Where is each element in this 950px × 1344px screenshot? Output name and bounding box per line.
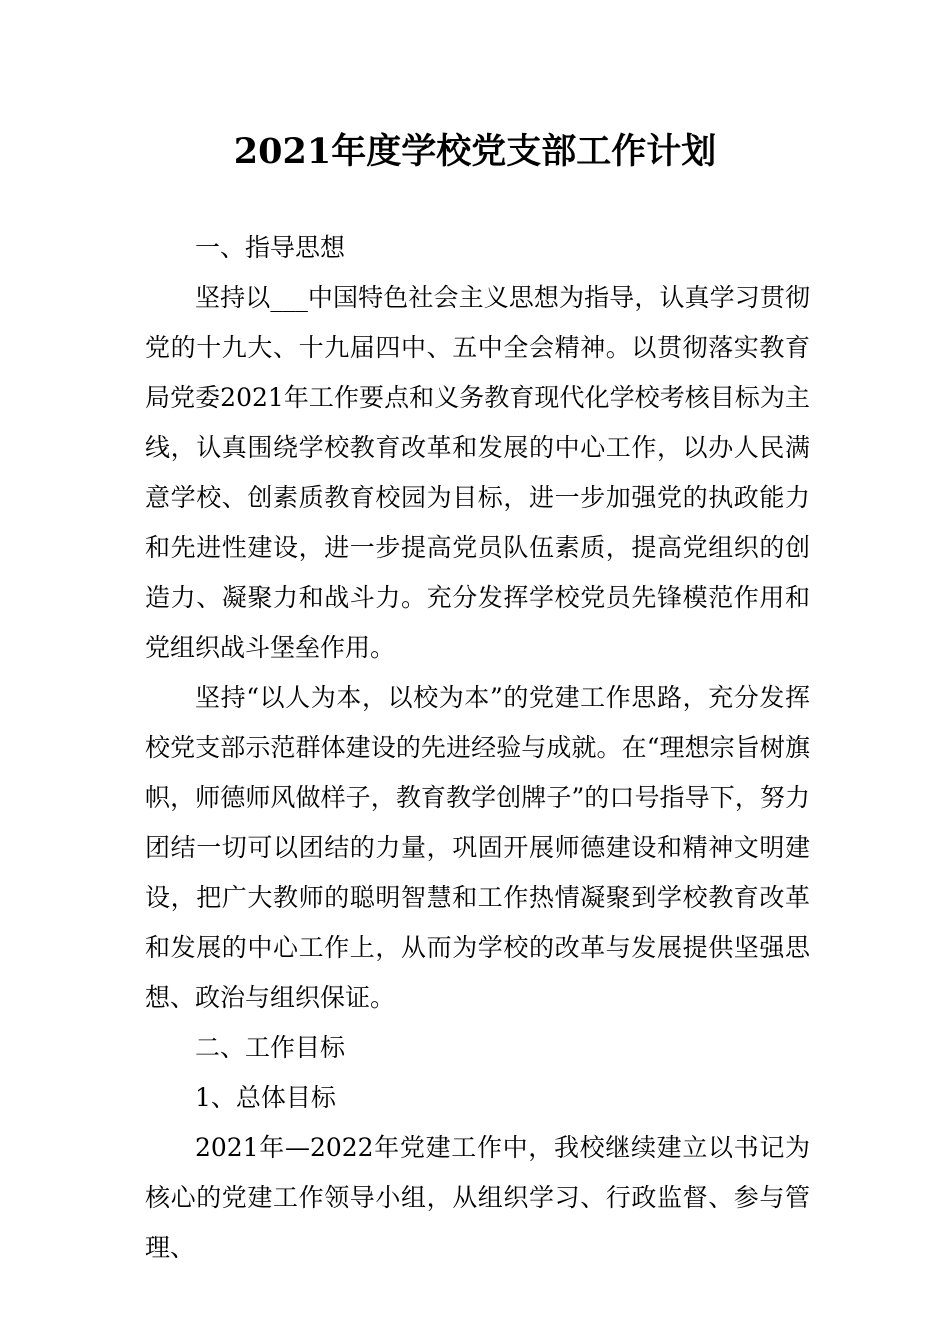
heading-work-goals: 二、工作目标 [195,1033,346,1062]
paragraph-guiding-ideology: 坚持以___中国特色社会主义思想为指导，认真学习贯彻党的十九大、十九届四中、五中全会精神。以贯彻落实教育局党委2021年工作要点和义务教育现代化学校考核目标为主线，认真围绕学校教育改革和发展的中心工作，以办人民满意学校、创素质教育校园为目标，进一步加强党的执政能力和先进性建设，进一步提高党员队伍素质，提高党组织的创造力、凝聚力和战斗力。充分发挥学校党员先锋模范作用和党组织战斗堡垒作用。 [145,283,810,662]
paragraph-party-building-approach: 坚持“以人为本，以校为本”的党建工作思路，充分发挥校党支部示范群体建设的先进经验与成就。在“理想宗旨树旗帜，师德师风做样子，教育教学创牌子”的口号指导下，努力团结一切可以团结的力量，巩固开展师德建设和精神文明建设，把广大教师的聪明智慧和工作热情凝聚到学校教育改革和发展的中心工作上，从而为学校的改革与发展提供坚强思想、政治与组织保证。 [145,683,810,1012]
heading-overall-goal: 1、总体目标 [195,1083,336,1112]
document-title: 2021年度学校党支部工作计划 [233,131,717,172]
heading-guiding-ideology: 一、指导思想 [195,233,346,262]
paragraph-overall-goal: 2021年—2022年党建工作中，我校继续建立以书记为核心的党建工作领导小组，从组织学习、行政监督、参与管理、 [145,1133,810,1262]
document-body [145,223,810,1273]
